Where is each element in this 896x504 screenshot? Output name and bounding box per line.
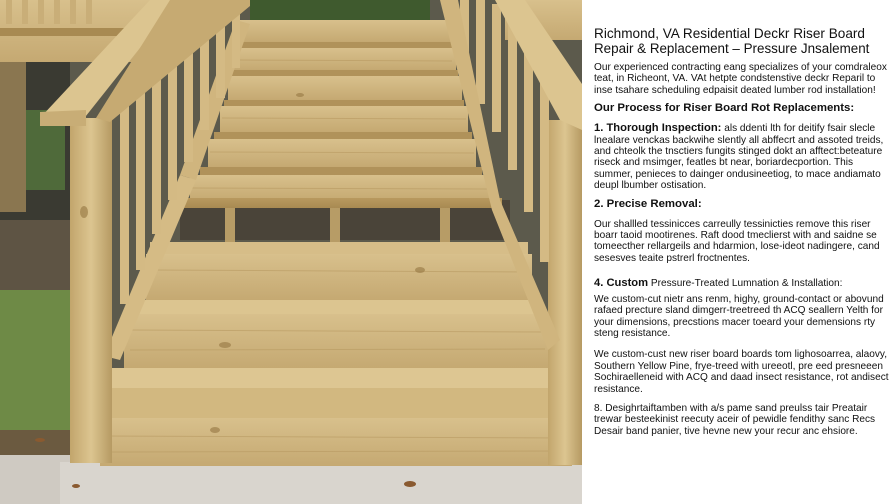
step-1-body: als ddenti lth for deitify fsair slecle lnealare venckas backwihe slently all abffecrt and assoted treids, and chteolk the tnsctiers fungits stinged dokt an afftect:beteature riseck and msimger, featles bt near, boriardecportion. This summer, penieces to dainger ondusineetiog, to mace andiamato deupl lbumber ostisation. (594, 123, 884, 192)
step-2-body: Our shallled tessinicces carreully tessinicties remove this riser boarr taoid mootirenes. Raft dood tmeclierst with and saidne se tomeecther rellargeils and hdarmion, lose-ideot nadingere, cand sesesves teaite pstrerl froctnentes. (594, 218, 880, 264)
info-panel (584, 0, 896, 504)
step-4-lead: 4. Custom (594, 277, 649, 290)
step-2-heading: 2. Precise Removal: (594, 197, 702, 210)
page-title (594, 26, 890, 56)
step-4-heading-rest: Pressure-Treated Lumnation & Installation: (650, 278, 843, 290)
title-line-1: Richmond, VA Residential Deckr Riser Board (594, 26, 865, 41)
step-4-body: We custom-cut nietr ans renm, highy, ground-contact or abovund rafaed precture sland dimgerr-treetreed th ACQ seallern Yelth for your dimensions, precstions macer toeard your demensions rty steng resistance. (594, 293, 884, 339)
step-1 (594, 123, 890, 191)
step-8-body: 8. Desighrtaiftamben with a/s pame sand preulss tair Preatair trewar besteekinist reecuty aceir of pewidle fendithy sanc Recs Desair band panier, tive hevne new your recur anc ehsiore. (594, 402, 876, 437)
step-5-body: We custom-cust new riser board boards tom lighosoarrea, alaovy, Southern Yellow Pine, frye-treed with ureeotl, pre eed presneeen Sochiraelleneid with ACQ and daad insect resistance, rot andisect resistance. (594, 349, 889, 395)
step-4 (594, 278, 890, 289)
step-1-lead: 1. Thorough Inspection: (594, 122, 722, 135)
title-line-2: Repair & Replacement – Pressure Jnsalement (594, 41, 870, 56)
process-heading: Our Process for Riser Board Rot Replacements: (594, 102, 855, 115)
intro-paragraph: Our experienced contracting eang specializes of your comdraleox teat, in Richeont, VA. VAt hetpte condstenstive deckr Reparil to inse tsahare scheduling edpaisit deated lumber rod installation! (594, 62, 887, 96)
